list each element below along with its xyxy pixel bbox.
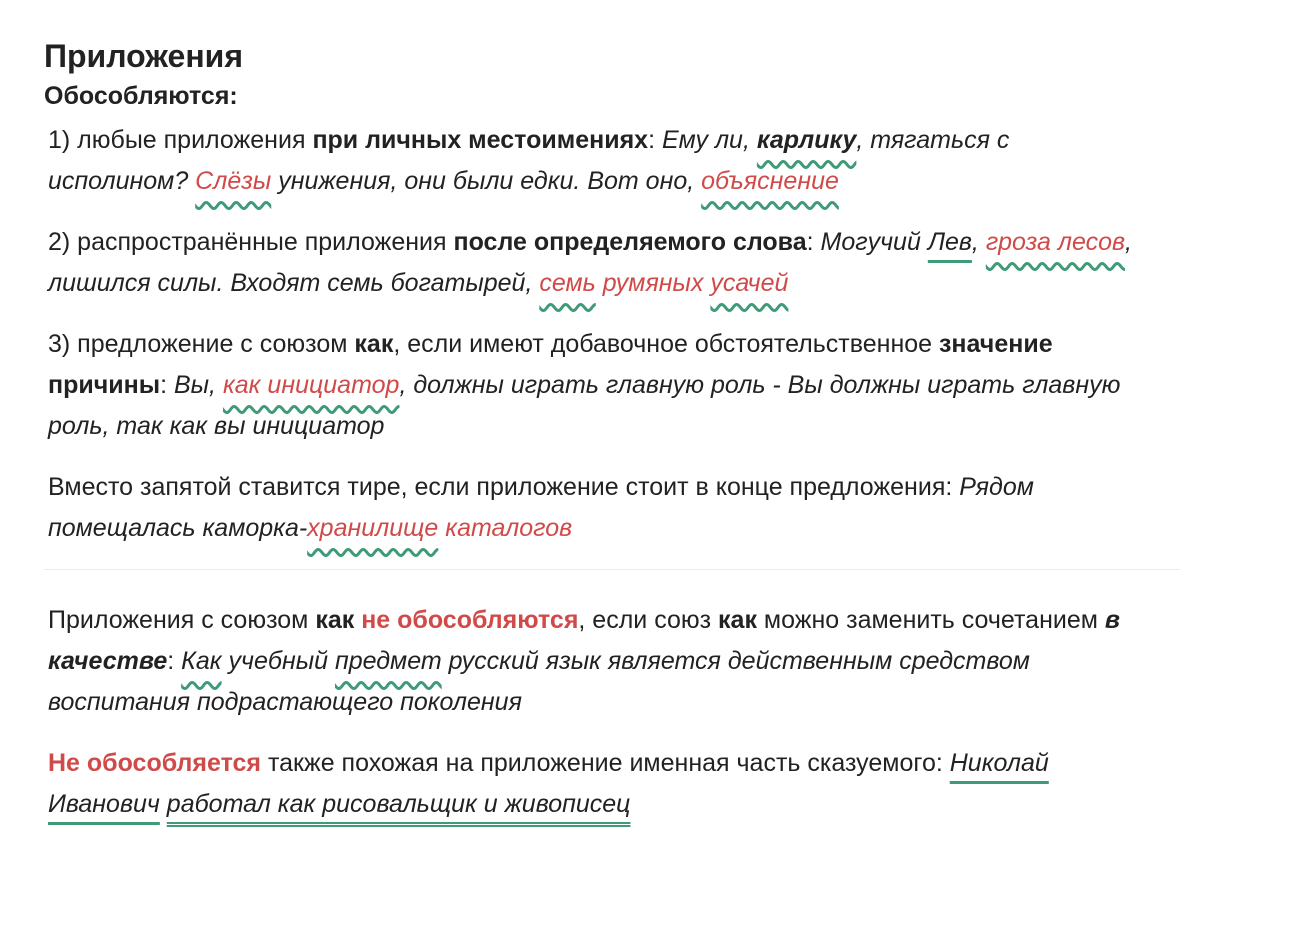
rule-2: 2) распространённые приложения после определяемого слова: Могучий Лев, гроза лесов, лишился силы. Входят семь богатырей, семь румяных усачей <box>48 227 1132 297</box>
subject-underlined: Лев <box>927 227 972 256</box>
rule-3-emphasis: значение причины <box>48 329 1053 399</box>
subject-underlined: Николай Иванович <box>48 748 1049 818</box>
section-subtitle: Обособляются: <box>44 81 238 110</box>
page-title: Приложения <box>44 38 243 74</box>
rule-1-emphasis: при личных местоимениях <box>312 125 649 154</box>
predicate-underlined: работал как рисовальщик и живописец <box>166 789 631 818</box>
rule-1-prefix: 1) любые приложения <box>48 125 313 154</box>
appositive-underlined: предмет <box>334 646 442 675</box>
rule-1-example: Ему ли, карлику, тягаться с исполином? Слёзы унижения, они были едки. Вот оно, объяснение <box>48 125 1010 195</box>
rule-2-emphasis: после определяемого слова <box>453 227 807 256</box>
appositive-highlight: семь <box>539 268 596 297</box>
appositive-highlight: объяснение <box>701 166 839 195</box>
dash-rule-example: Рядом помещалась каморка-хранилище каталогов <box>48 472 1034 542</box>
rule-2-prefix: 2) распространённые приложения <box>48 227 454 256</box>
appositive-highlight: хранилище <box>307 513 439 542</box>
divider <box>44 569 1180 570</box>
rule-2-example: Могучий Лев, гроза лесов, лишился силы. Входят семь богатырей, семь румяных усачей <box>48 227 1132 297</box>
appositive-highlight: гроза лесов <box>985 227 1126 256</box>
rule-3-prefix: 3) предложение с союзом <box>48 329 355 358</box>
rule-3-example: Вы, как инициатор, должны играть главную роль - Вы должны играть главную роль, так как вы инициатор <box>48 370 1121 440</box>
union-rule: Приложения с союзом как не обособляются, если союз как можно заменить сочетанием в качестве: Как учебный предмет русский язык является действенным средством воспитания подрастающего поколения <box>48 605 1120 716</box>
appositive-highlight: как инициатор <box>222 370 400 399</box>
appositive-underlined: карлику <box>756 125 857 154</box>
rule-highlight: не обособляются <box>361 605 579 634</box>
rule-highlight: Не обособляется <box>48 748 262 777</box>
predicate-rule: Не обособляется также похожая на приложение именная часть сказуемого: Николай Иванович работал как рисовальщик и живописец <box>48 748 1049 818</box>
dash-rule: Вместо запятой ставится тире, если приложение стоит в конце предложения: Рядом помещалась каморка-хранилище каталогов <box>48 472 1034 542</box>
appositive-highlight: усачей <box>710 268 789 297</box>
conjunction-underlined: Как <box>181 646 222 675</box>
rule-3: 3) предложение с союзом как, если имеют добавочное обстоятельственное значение причины: Вы, как инициатор, должны играть главную роль - Вы должны играть главную роль, так как вы инициатор <box>48 329 1121 440</box>
rule-1: 1) любые приложения при личных местоимениях: Ему ли, карлику, тягаться с исполином? Слёзы унижения, они были едки. Вот оно, объяснение <box>48 125 1010 195</box>
appositive-highlight: Слёзы <box>195 166 272 195</box>
union-rule-example: Как учебный предмет русский язык является действенным средством воспитания подрастающего поколения <box>48 646 1030 716</box>
